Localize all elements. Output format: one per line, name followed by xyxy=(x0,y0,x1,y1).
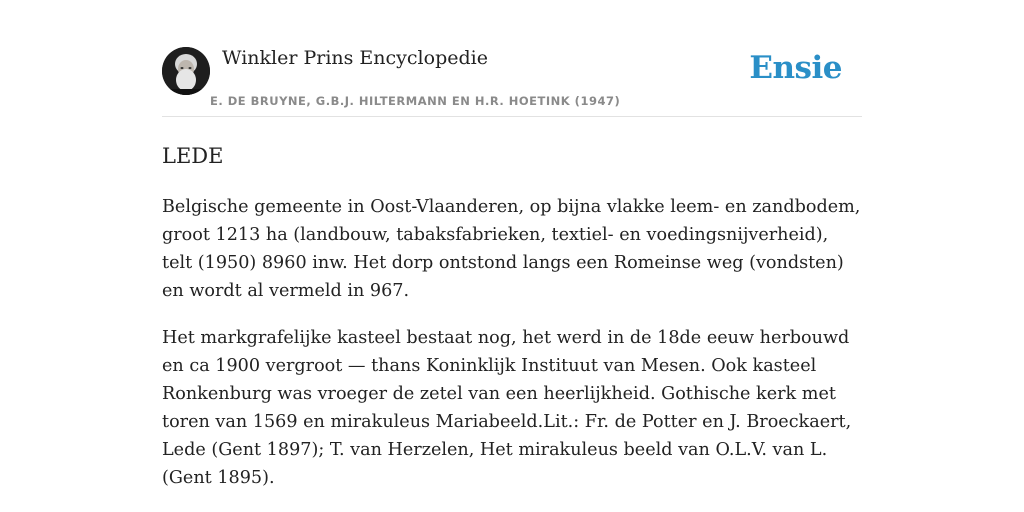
entry-paragraph: Belgische gemeente in Oost-Vlaanderen, op bijna vlakke leem- en zandbodem, groot 1213 ha (landbouw, tabaksfabrieken, textiel- en voedingsnijverheid), telt (1950) 8960 inw. Het dorp ontstond langs een Romeinse weg (vondsten) en wordt al vermeld in 967. xyxy=(162,197,861,301)
authors-line: E. DE BRUYNE, G.B.J. HILTERMANN EN H.R. HOETINK (1947) xyxy=(210,94,621,108)
entry-paragraph: Het markgrafelijke kasteel bestaat nog, het werd in de 18de eeuw herbouwd en ca 1900 vergroot — thans Koninklijk Instituut van Mesen. Ook kasteel Ronkenburg was vroeger de zetel van een heerlijkheid. Gothische kerk met toren van 1569 en mirakuleus Mariabeeld.Lit.: Fr. de Potter en J. Broeckaert, Lede (Gent 1897); T. van Herzelen, Het mirakuleus beeld van O.L.V. van L. (Gent 1895). xyxy=(162,328,852,488)
author-portrait-icon[interactable] xyxy=(162,47,210,95)
article-container xyxy=(162,44,862,492)
page-header xyxy=(162,44,862,117)
entry-title: LEDE xyxy=(162,144,224,168)
ensie-logo[interactable]: Ensie xyxy=(749,50,842,86)
book-title[interactable]: Winkler Prins Encyclopedie xyxy=(222,47,488,69)
